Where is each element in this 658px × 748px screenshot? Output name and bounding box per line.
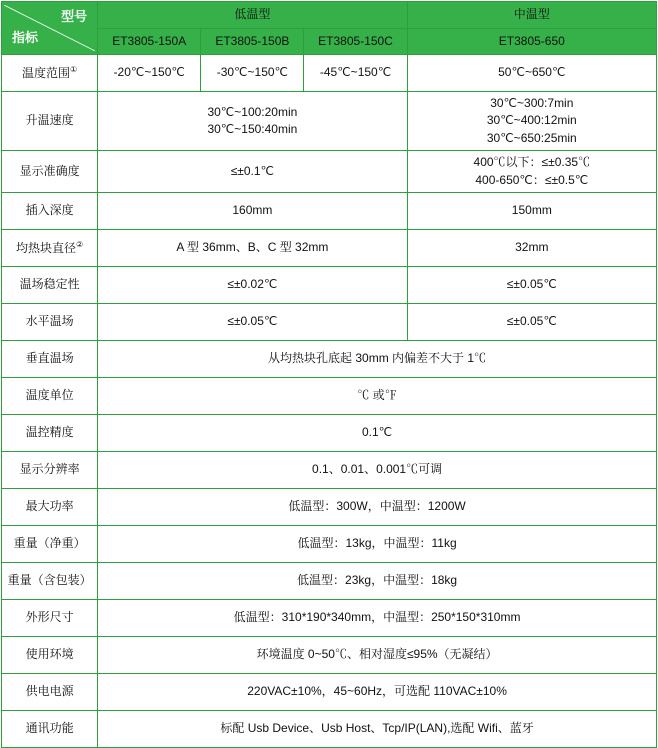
cell-r9-c1: ℃ 或℉	[98, 377, 657, 414]
cell-r1-c4: 50℃~650℃	[407, 55, 656, 92]
model-header-2: ET3805-150B	[201, 28, 304, 55]
table-row	[2, 451, 657, 488]
group-header-1: 低温型	[98, 2, 407, 29]
row-label-4: 插入深度	[2, 192, 98, 229]
cell-line: 400℃以下：≤±0.35℃	[473, 155, 591, 170]
cell-line: 30℃~300:7min	[490, 96, 574, 110]
cell-r3-c1: ≤±0.1℃	[98, 151, 407, 193]
row-label-2: 升温速度	[2, 92, 98, 151]
model-header-4: ET3805-650	[407, 28, 656, 55]
cell-r12-c1: 低温型：300W，中温型：1200W	[98, 488, 657, 525]
table-row	[2, 562, 657, 599]
row-label-18: 通讯功能	[2, 710, 98, 747]
table-row	[2, 673, 657, 710]
table-row	[2, 340, 657, 377]
cell-line: 30℃~400:12min	[486, 113, 577, 128]
cell-line: 400-650℃：≤±0.5℃	[475, 172, 589, 187]
cell-r13-c1: 低温型：13kg，中温型：11kg	[98, 525, 657, 562]
footnote-marker: ①	[69, 64, 78, 74]
row-label-15: 外形尺寸	[2, 599, 98, 636]
row-label-17: 供电电源	[2, 673, 98, 710]
row-label-12: 最大功率	[2, 488, 98, 525]
model-header-1: ET3805-150A	[98, 28, 201, 55]
cell-r3-c2	[407, 151, 656, 193]
cell-r7-c2: ≤±0.05℃	[407, 303, 656, 340]
table-row	[2, 151, 657, 193]
cell-r2-c1	[98, 92, 407, 151]
cell-r14-c1: 低温型：23kg，中温型：18kg	[98, 562, 657, 599]
row-label-8: 垂直温场	[2, 340, 98, 377]
table-row	[2, 55, 657, 92]
cell-r16-c1: 环境温度 0~50℃、相对湿度≤95%（无凝结）	[98, 636, 657, 673]
row-label-14: 重量（含包装）	[2, 562, 98, 599]
cell-r17-c1: 220VAC±10%，45~60Hz，可选配 110VAC±10%	[98, 673, 657, 710]
cell-r2-c2	[407, 92, 656, 151]
table-row	[2, 488, 657, 525]
cell-r1-c1: -20℃~150℃	[98, 55, 201, 92]
table-row	[2, 192, 657, 229]
table-header-model-row	[2, 28, 657, 55]
cell-line: 30℃~650:25min	[486, 130, 577, 145]
cell-r1-c2: -30℃~150℃	[201, 55, 304, 92]
table-header-group-row	[2, 2, 657, 29]
row-label-16: 使用环境	[2, 636, 98, 673]
cell-line: 30℃~100:20min	[207, 104, 298, 119]
row-label-10: 温控精度	[2, 414, 98, 451]
footnote-marker: ②	[75, 239, 84, 249]
cell-r10-c1: 0.1℃	[98, 414, 657, 451]
cell-r5-c1: A 型 36mm、B、C 型 32mm	[98, 229, 407, 266]
row-label-5: 均热块直径②	[2, 229, 98, 266]
cell-r6-c1: ≤±0.02℃	[98, 266, 407, 303]
cell-r4-c1: 160mm	[98, 192, 407, 229]
cell-line: 30℃~150:40min	[207, 122, 298, 137]
table-row	[2, 710, 657, 747]
cell-r7-c1: ≤±0.05℃	[98, 303, 407, 340]
row-label-3: 显示准确度	[2, 151, 98, 193]
cell-r6-c2: ≤±0.05℃	[407, 266, 656, 303]
cell-r8-c1: 从均热块孔底起 30mm 内偏差不大于 1℃	[98, 340, 657, 377]
table-row	[2, 525, 657, 562]
cell-r1-c3: -45℃~150℃	[304, 55, 407, 92]
table-row	[2, 599, 657, 636]
table-row	[2, 414, 657, 451]
row-label-6: 温场稳定性	[2, 266, 98, 303]
table-row	[2, 303, 657, 340]
table-row	[2, 377, 657, 414]
model-header-3: ET3805-150C	[304, 28, 407, 55]
corner-model-label: 型号	[61, 9, 88, 24]
table-row	[2, 266, 657, 303]
row-label-11: 显示分辨率	[2, 451, 98, 488]
cell-r15-c1: 低温型：310*190*340mm，中温型：250*150*310mm	[98, 599, 657, 636]
cell-r5-c2: 32mm	[407, 229, 656, 266]
corner-metric-label: 指标	[12, 30, 39, 46]
row-label-9: 温度单位	[2, 377, 98, 414]
table-row	[2, 92, 657, 151]
table-row	[2, 636, 657, 673]
cell-r11-c1: 0.1、0.01、0.001℃可调	[98, 451, 657, 488]
row-label-1: 温度范围①	[2, 55, 98, 92]
table-row	[2, 229, 657, 266]
cell-r4-c2: 150mm	[407, 192, 656, 229]
row-label-7: 水平温场	[2, 303, 98, 340]
group-header-2: 中温型	[407, 2, 656, 29]
row-label-13: 重量（净重）	[2, 525, 98, 562]
specification-table	[1, 1, 657, 748]
cell-r18-c1: 标配 Usb Device、Usb Host、Tcp/IP(LAN),选配 Wifi、蓝牙	[98, 710, 657, 747]
table-corner-header	[2, 2, 98, 55]
